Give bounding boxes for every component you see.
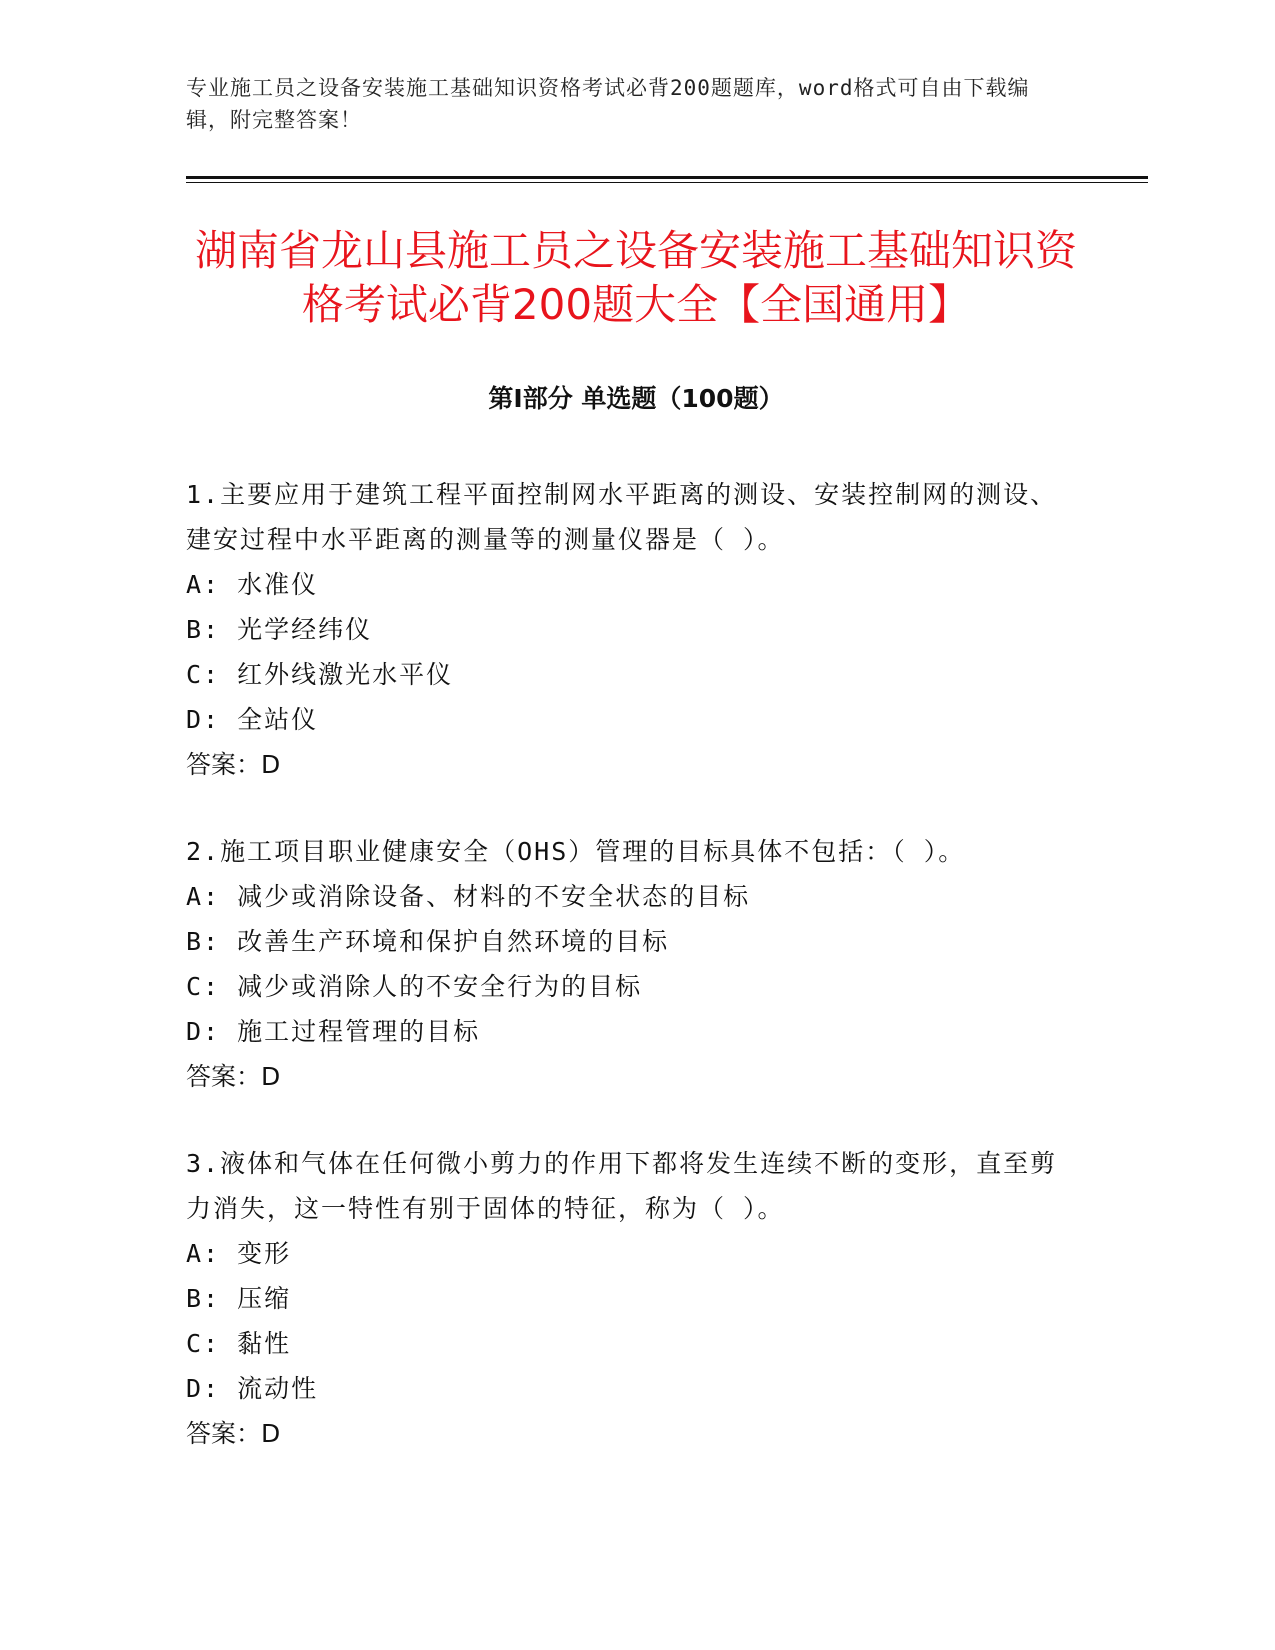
document-title: 湖南省龙山县施工员之设备安装施工基础知识资格考试必背200题大全【全国通用】 xyxy=(194,226,1077,329)
question-stem: 3.液体和气体在任何微小剪力的作用下都将发生连续不断的变形，直至剪力消失，这一特性有别于固体的特征，称为（ ）。 xyxy=(186,1149,1058,1223)
question-option-a: A: 水准仪 xyxy=(186,570,319,599)
question-stem: 1.主要应用于建筑工程平面控制网水平距离的测设、安装控制网的测设、建安过程中水平距离的测量等的测量仪器是（ ）。 xyxy=(186,480,1058,554)
question-answer: 答案：D xyxy=(186,1062,281,1091)
header-divider-thick xyxy=(186,176,1148,179)
question-answer: 答案：D xyxy=(186,750,281,779)
question-option-a: A: 减少或消除设备、材料的不安全状态的目标 xyxy=(186,882,751,911)
question-item xyxy=(186,1141,1066,1456)
question-option-d: D: 流动性 xyxy=(186,1374,319,1403)
question-option-a: A: 变形 xyxy=(186,1239,292,1268)
question-option-b: B: 光学经纬仪 xyxy=(186,615,373,644)
section-title: 第I部分 单选题（100题） xyxy=(488,384,784,413)
question-option-d: D: 全站仪 xyxy=(186,705,319,734)
question-option-c: C: 黏性 xyxy=(186,1329,292,1358)
question-option-c: C: 减少或消除人的不安全行为的目标 xyxy=(186,972,643,1001)
question-list xyxy=(186,472,1066,1498)
question-option-c: C: 红外线激光水平仪 xyxy=(186,660,454,689)
question-item xyxy=(186,829,1066,1099)
question-option-d: D: 施工过程管理的目标 xyxy=(186,1017,481,1046)
question-item xyxy=(186,472,1066,787)
question-stem: 2.施工项目职业健康安全（OHS）管理的目标具体不包括：（ ）。 xyxy=(186,837,966,866)
question-answer: 答案：D xyxy=(186,1419,281,1448)
question-option-b: B: 压缩 xyxy=(186,1284,292,1313)
header-note: 专业施工员之设备安装施工基础知识资格考试必背200题题库，word格式可自由下载编辑，附完整答案！ xyxy=(186,76,1030,132)
header-divider-thin xyxy=(186,182,1148,183)
question-option-b: B: 改善生产环境和保护自然环境的目标 xyxy=(186,927,670,956)
